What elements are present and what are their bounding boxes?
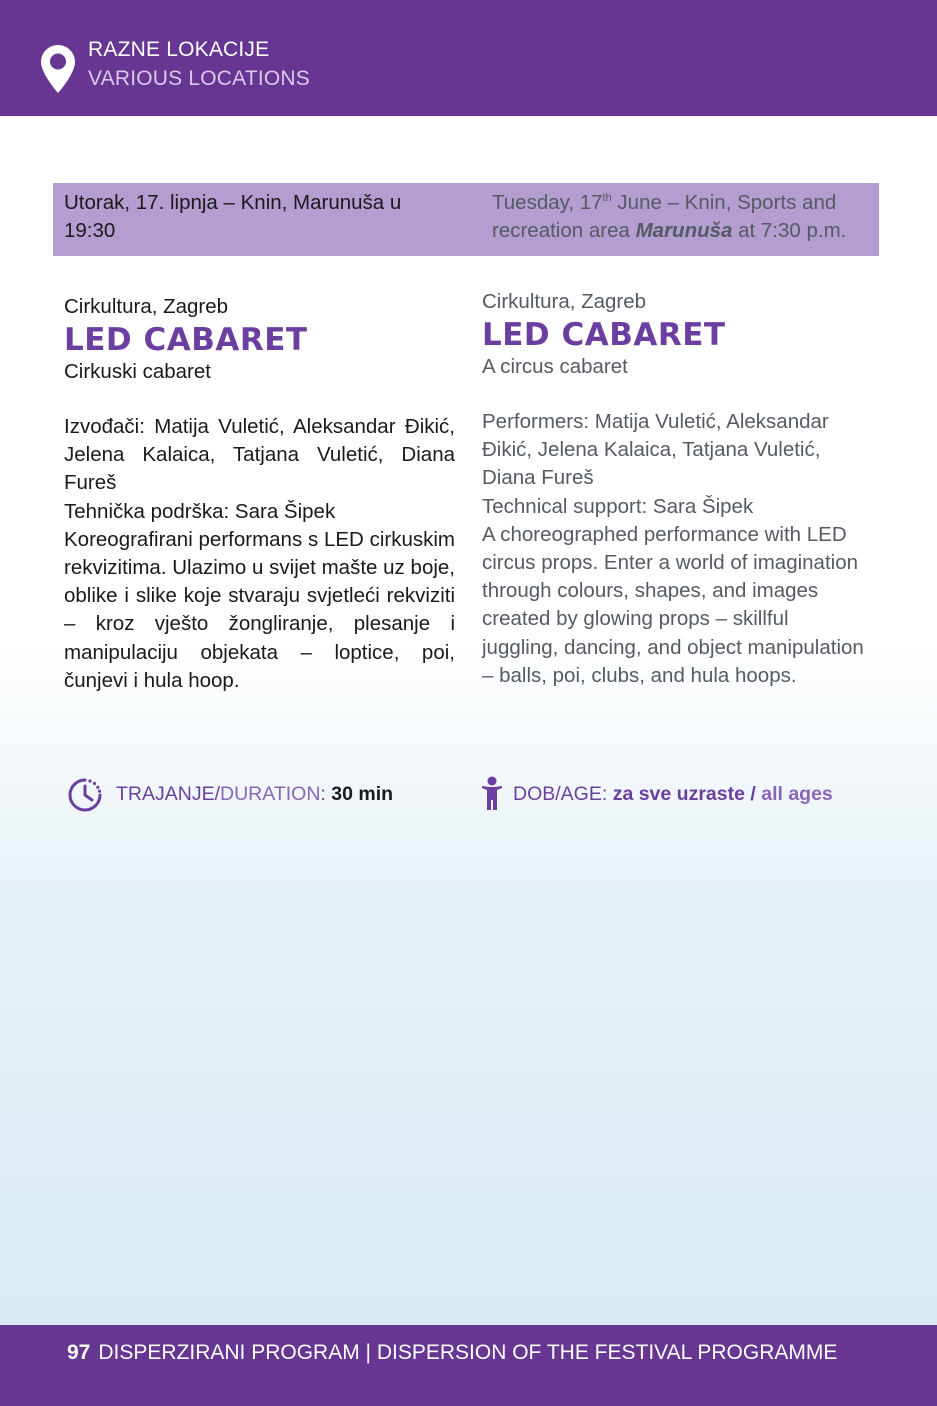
footer-text xyxy=(67,1341,837,1365)
date-croatian: Utorak, 17. lipnja – Knin, Marunuša u 19:30 xyxy=(64,191,402,242)
page-number: 97 xyxy=(67,1341,91,1364)
support-text: Tehnička podrška: Sara Šipek xyxy=(64,499,336,523)
show-title: LED CABARET xyxy=(482,317,726,353)
child-icon xyxy=(480,776,504,812)
section-subtitle: VARIOUS LOCATIONS xyxy=(88,67,310,90)
show-title: LED CABARET xyxy=(64,322,308,358)
performers-text: Izvođači: Matija Vuletić, Aleksandar Đikić, Jelena Kalaica, Tatjana Vuletić, Diana Fureš xyxy=(64,415,455,495)
company-name: Cirkultura, Zagreb xyxy=(64,295,229,318)
page-header xyxy=(0,0,937,116)
page-footer xyxy=(0,1325,937,1406)
croatian-column xyxy=(64,293,455,695)
age-text: DOB/AGE: za sve uzraste / all ages xyxy=(513,783,833,805)
support-text: Technical support: Sara Šipek xyxy=(482,494,754,518)
show-subtitle: Cirkuski cabaret xyxy=(64,360,211,383)
duration-text: TRAJANJE/DURATION: 30 min xyxy=(116,783,394,805)
location-pin-icon xyxy=(40,44,76,94)
footer-caption: DISPERZIRANI PROGRAM | DISPERSION OF THE FESTIVAL PROGRAMME xyxy=(98,1341,838,1364)
description-text: Koreografirani performans s LED cirkuskim rekvizitima. Ulazimo u svijet mašte uz boje, oblike i slike koje stvaraju svjetleći rekviziti – kroz vješto žongliranje, plesanje i manipulaciju objekata – loptice, poi, čunjevi i hula hoop. xyxy=(64,527,455,692)
section-title: RAZNE LOKACIJE xyxy=(88,38,270,61)
clock-icon xyxy=(66,776,104,814)
show-details xyxy=(64,413,455,695)
description-text: A choreographed performance with LED circus props. Enter a world of imagination through colours, shapes, and images created by glowing props – skillful juggling, dancing, and object manipulation – balls, poi, clubs, and hula hoops. xyxy=(482,522,864,687)
date-english: Tuesday, 17th June – Knin, Sports and recreation area Marunuša at 7:30 p.m. xyxy=(492,191,847,242)
date-bar xyxy=(53,183,879,256)
show-subtitle: A circus cabaret xyxy=(482,355,628,378)
company-name: Cirkultura, Zagreb xyxy=(482,290,647,313)
show-details xyxy=(482,408,866,690)
performers-text: Performers: Matija Vuletić, Aleksandar Đikić, Jelena Kalaica, Tatjana Vuletić, Diana Fureš xyxy=(482,410,829,490)
english-column xyxy=(482,288,866,690)
